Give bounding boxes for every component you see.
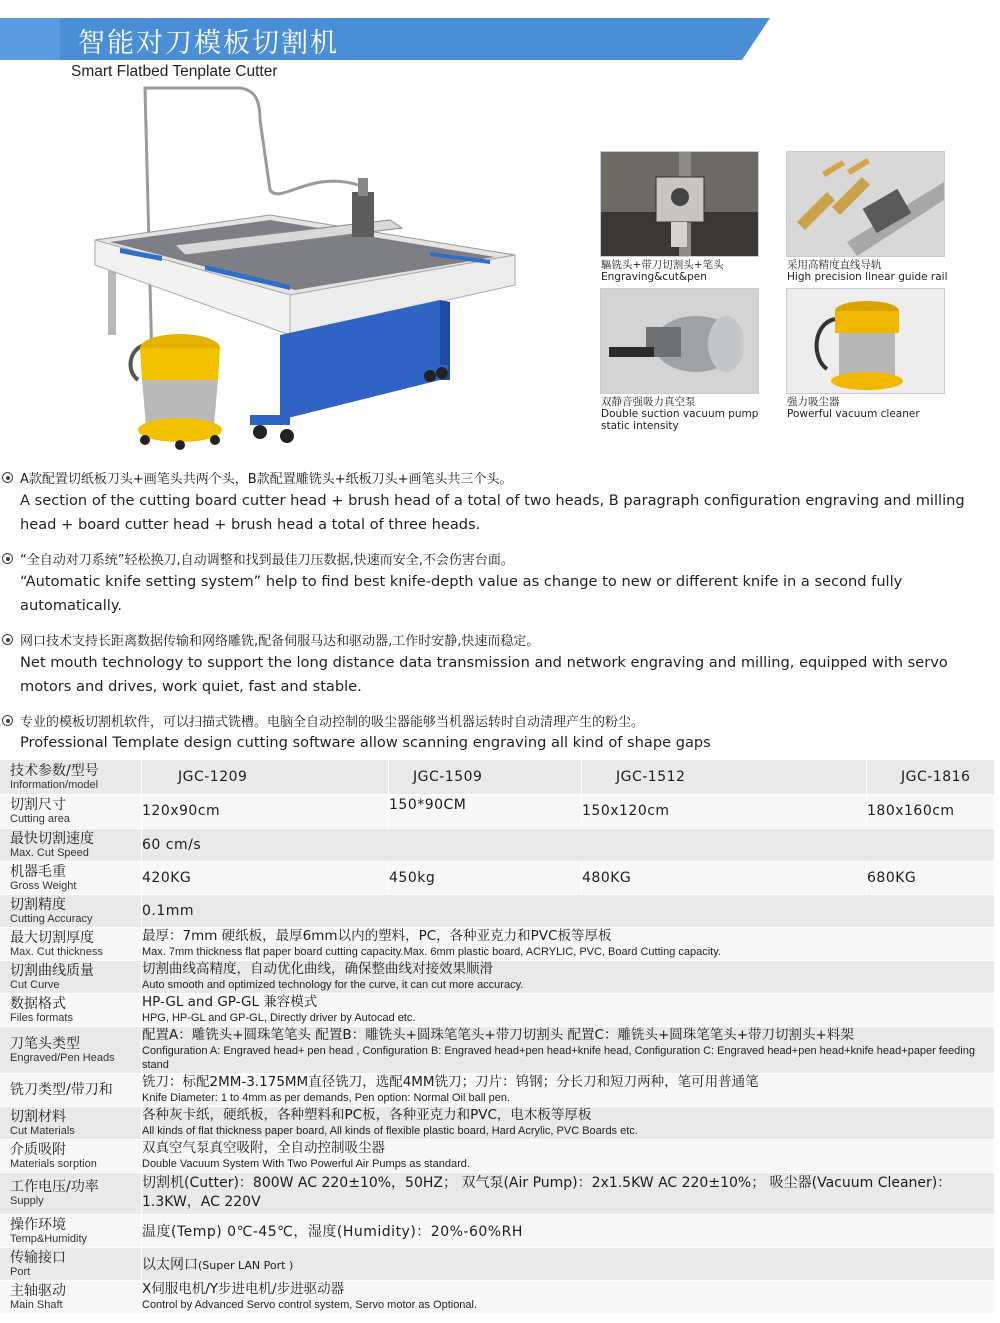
spec-label	[0, 1026, 142, 1073]
engraving-head-icon	[601, 152, 758, 256]
spec-label	[0, 861, 142, 894]
spec-row-models	[0, 760, 995, 794]
label-zh: 切割精度	[10, 896, 66, 913]
label-en: Materials sorption	[10, 1157, 97, 1170]
cutting-area-1: 120x90cm	[142, 794, 389, 828]
port-value	[142, 1247, 995, 1280]
bullet-1-en: A section of the cutting board cutter head + brush head of a total of two heads, B paragraph configuration engraving and milling head + board cutter head + brush head a total of three heads.	[20, 492, 965, 533]
spec-label	[0, 828, 142, 861]
label-en: Temp&Humidity	[10, 1232, 88, 1245]
label-zh: 机器毛重	[10, 863, 66, 880]
engraving-head-photo	[600, 151, 759, 257]
label-en: Port	[10, 1265, 31, 1278]
spec-row-accuracy	[0, 894, 995, 927]
spec-label	[0, 794, 142, 828]
spec-row-formats	[0, 993, 995, 1026]
label-en: Main Shaft	[10, 1298, 63, 1311]
bullet-4-en: Professional Template design cutting software allow scanning engraving all kind of shape gaps	[20, 734, 711, 751]
bullet-3-en: Net mouth technology to support the long distance data transmission and network engraving and milling, equipped with servo motors and drives, work quiet, fast and stable.	[20, 654, 948, 695]
value-en: Double Vacuum System With Two Powerful Air Pumps as standard.	[142, 1158, 470, 1170]
spec-label	[0, 1172, 142, 1214]
spec-label	[0, 894, 142, 927]
value-en: HPG, HP-GL and GP-GL, Directly driver by Autocad etc.	[142, 1012, 416, 1024]
label-zh: 数据格式	[10, 995, 66, 1012]
label-zh: 切割材料	[10, 1108, 66, 1125]
max-speed-value: 60 cm/s	[142, 828, 995, 861]
vacuum-pump-photo	[600, 288, 759, 394]
spec-row-environment	[0, 1214, 995, 1247]
spec-row-cutting-area	[0, 794, 995, 828]
drive-value	[142, 1280, 995, 1313]
linear-guide-photo	[786, 151, 945, 257]
label-zh: 铣刀类型/带刀和	[10, 1081, 113, 1098]
feature-caption-2	[787, 259, 957, 283]
label-en: Information/model	[10, 778, 99, 791]
label-en: Files formats	[10, 1011, 73, 1024]
cutter-machine-illustration	[90, 80, 530, 455]
value-zh: HP-GL and GP-GL 兼容模式	[142, 994, 318, 1010]
label-zh: 工作电压/功率	[10, 1179, 99, 1195]
bullet-icon	[2, 715, 13, 726]
page-subtitle: Smart Flatbed Tenplate Cutter	[71, 63, 278, 80]
spec-label	[0, 1106, 142, 1139]
bullet-icon	[2, 472, 13, 483]
bullet-2-zh: “全自动对刀系统”轻松换刀,自动调整和找到最佳刀压数据,快速而安全,不会伤害台面。	[20, 553, 514, 568]
heads-value	[142, 1026, 995, 1073]
value-en: (Super LAN Port )	[198, 1258, 294, 1272]
spec-label	[0, 760, 142, 794]
label-en: Engraved/Pen Heads	[10, 1051, 115, 1064]
value-zh: 以太网口	[142, 1256, 198, 1273]
linear-guide-icon	[787, 152, 944, 256]
spec-label	[0, 1139, 142, 1172]
spec-row-sorption	[0, 1139, 995, 1172]
label-en: Cutting area	[10, 813, 70, 825]
title-banner	[0, 18, 770, 60]
spec-row-thickness	[0, 927, 995, 960]
value-zh: 双真空气泵真空吸附，全自动控制吸尘器	[142, 1140, 385, 1156]
value-en: Control by Advanced Servo control system, Servo motor as Optional.	[142, 1299, 478, 1311]
label-en: Cut Materials	[10, 1124, 75, 1137]
page-title: 智能对刀模板切割机	[78, 28, 339, 59]
label-en: Gross Weight	[10, 879, 77, 892]
label-zh: 切割尺寸	[10, 797, 66, 813]
vacuum-cleaner-icon	[787, 289, 944, 393]
feature-2-zh: 采用高精度直线导轨	[787, 259, 882, 271]
thickness-value	[142, 927, 995, 960]
bullet-3-zh: 网口技术支持长距离数据传输和网络雕铣,配备伺服马达和驱动器,工作时安静,快速而稳定。	[20, 634, 540, 649]
bullet-1-zh: A款配置切纸板刀头+画笔头共两个头，B款配置雕铣头+纸板刀头+画笔头共三个头。	[20, 472, 513, 487]
weight-3: 480KG	[582, 861, 867, 894]
curve-value	[142, 960, 995, 993]
feature-caption-4	[787, 396, 957, 420]
weight-4: 680KG	[867, 861, 995, 894]
label-en: Max. Cut thickness	[10, 945, 103, 958]
bullet-2-en: “Automatic knife setting system” help to find best knife-depth value as change to new or different knife in a second fully automatically.	[20, 573, 903, 614]
label-en: Max. Cut Speed	[10, 846, 89, 859]
feature-3-zh: 双静音强吸力真空泵	[601, 396, 696, 408]
label-zh: 操作环境	[10, 1216, 66, 1233]
spec-label	[0, 1247, 142, 1280]
feature-4-en: Powerful vacuum cleaner	[787, 408, 920, 420]
vacuum-pump-icon	[601, 289, 758, 393]
spec-row-drive	[0, 1280, 995, 1313]
bullet-4-zh: 专业的模板切割机软件，可以扫描式铣槽。电脑全自动控制的吸尘器能够当机器运转时自动清理产生的粉尘。	[20, 715, 645, 730]
value-en: Knife Diameter: 1 to 4mm as per demands, Pen option: Normal Oil ball pen.	[142, 1092, 511, 1104]
supply-value: 切割机(Cutter)：800W AC 220±10%，50HZ； 双气泵(Air Pump)：2x1.5KW AC 220±10%； 吸尘器(Vacuum Cleaner)：1.3KW，AC 220V	[142, 1172, 995, 1214]
value-zh: 各种灰卡纸，硬纸板，各种塑料和PC板，各种亚克力和PVC，电木板等厚板	[142, 1107, 592, 1123]
model-1: JGC-1209	[142, 760, 389, 794]
feature-caption-1	[601, 259, 771, 283]
spec-row-speed	[0, 828, 995, 861]
label-zh: 最快切割速度	[10, 830, 94, 847]
sorption-value	[142, 1139, 995, 1172]
value-en: Auto smooth and optimized technology for the curve, it can cut more accuracy.	[142, 979, 524, 991]
spec-label	[0, 960, 142, 993]
label-zh: 传输接口	[10, 1249, 66, 1266]
label-zh: 切割曲线质量	[10, 962, 94, 979]
accuracy-value: 0.1mm	[142, 894, 995, 927]
value-en: All kinds of flat thickness paper board, All kinds of flexible plastic board, Hard Acrylic, PVC Boards etc.	[142, 1125, 638, 1137]
bullet-icon	[2, 634, 13, 645]
label-zh: 刀笔头类型	[10, 1035, 80, 1052]
value-zh: 铣刀：标配2MM-3.175MM直径铣刀，选配4MM铣刀；刀片：钨钢；分长刀和短刀两种，笔可用普通笔	[142, 1074, 759, 1090]
formats-value	[142, 993, 995, 1026]
weight-1: 420KG	[142, 861, 389, 894]
value-zh: 配置A：雕铣头+圆珠笔笔头 配置B：雕铣头+圆珠笔笔头+带刀切割头 配置C：雕铣头+圆珠笔笔头+带刀切割头+料架	[142, 1027, 854, 1043]
model-2: JGC-1509	[389, 760, 582, 794]
spec-row-weight	[0, 861, 995, 894]
spec-row-materials	[0, 1106, 995, 1139]
spec-table	[0, 760, 995, 1314]
label-en: Cutting Accuracy	[10, 912, 93, 925]
label-en: Supply	[10, 1195, 44, 1207]
feature-1-zh: 驅铣头+带刀切割头+笔头	[601, 259, 724, 271]
feature-3-en: Double suction vacuum pump static intensity	[601, 408, 759, 432]
feature-4-zh: 强力吸尘器	[787, 396, 840, 408]
label-en: Cut Curve	[10, 978, 60, 991]
cutting-area-2: 150*90CM	[389, 794, 582, 828]
spec-row-port	[0, 1247, 995, 1280]
model-3: JGC-1512	[582, 760, 867, 794]
spec-label	[0, 1214, 142, 1247]
feature-caption-3	[601, 396, 771, 432]
feature-1-en: Engraving&cut&pen	[601, 271, 707, 283]
model-4: JGC-1816	[867, 760, 995, 794]
label-zh: 介质吸附	[10, 1141, 66, 1158]
bullet-icon	[2, 553, 13, 564]
spec-label	[0, 927, 142, 960]
cutting-area-3: 150x120cm	[582, 794, 867, 828]
feature-2-en: High precision linear guide rail	[787, 271, 948, 283]
cutting-area-4: 180x160cm	[867, 794, 995, 828]
spec-row-heads	[0, 1026, 995, 1073]
weight-2: 450kg	[389, 861, 582, 894]
spec-label	[0, 993, 142, 1026]
environment-value: 温度(Temp) 0℃-45℃，湿度(Humidity)：20%-60%RH	[142, 1214, 995, 1247]
value-zh: 切割曲线高精度，自动优化曲线，确保整曲线对接效果顺滑	[142, 961, 493, 977]
materials-value	[142, 1106, 995, 1139]
label-zh: 技术参数/型号	[10, 762, 99, 779]
label-zh: 最大切割厚度	[10, 929, 94, 946]
spec-label	[0, 1280, 142, 1313]
vacuum-cleaner-photo	[786, 288, 945, 394]
value-zh: 最厚：7mm 硬纸板，最厚6mm以内的塑料，PC，各种亚克力和PVC板等厚板	[142, 928, 612, 944]
spec-row-knife	[0, 1073, 995, 1106]
spec-row-curve	[0, 960, 995, 993]
value-en: Max. 7mm thickness flat paper board cutting capacity.Max. 6mm plastic board, ACRYLIC, PVC, Board Cutting capacity.	[142, 946, 721, 958]
spec-row-supply	[0, 1172, 995, 1214]
value-en: Configuration A: Engraved head+ pen head , Configuration B: Engraved head+pen head+knife head, Configuration C: Engraved head+pen head+knife head+paper feeding stand	[142, 1045, 975, 1071]
label-zh: 主轴驱动	[10, 1282, 66, 1299]
knife-value	[142, 1073, 995, 1106]
spec-label	[0, 1073, 142, 1106]
value-zh: X伺服电机/Y步进电机/步进驱动器	[142, 1281, 345, 1297]
